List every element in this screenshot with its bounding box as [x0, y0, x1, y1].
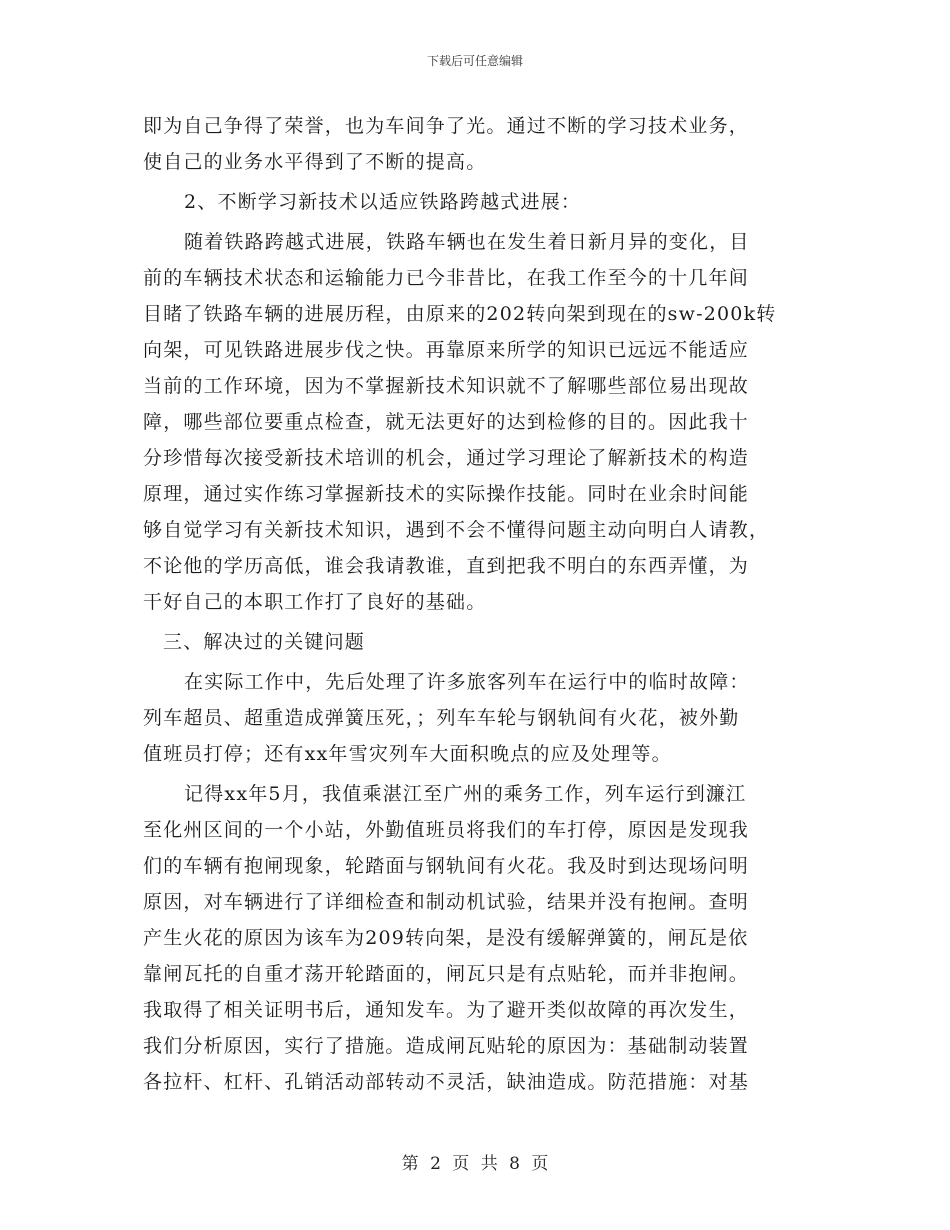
paragraph-line: 们的车辆有抱闸现象，轮踏面与钢轨间有火花。我及时到达现场问明	[143, 855, 750, 877]
paragraph-line: 目睹了铁路车辆的进展历程，由原来的202转向架到现在的sw-200k转	[143, 303, 777, 325]
paragraph-line: 靠闸瓦托的自重才荡开轮踏面的，闸瓦只是有点贴轮，而并非抱闸。	[143, 963, 750, 985]
paragraph-line: 干好自己的本职工作打了良好的基础。	[143, 591, 487, 613]
paragraph-line: 产生火花的原因为该车为209转向架，是没有缓解弹簧的，闸瓦是依	[143, 927, 749, 949]
paragraph-line: 我取得了相关证明书后，通知发车。为了避开类似故障的再次发生，	[143, 999, 750, 1021]
paragraph-line: 前的车辆技术状态和运输能力已今非昔比，在我工作至今的十几年间	[143, 267, 750, 289]
paragraph-line: 在实际工作中，先后处理了许多旅客列车在运行中的临时故障：	[184, 671, 750, 693]
paragraph-line: 分珍惜每次接受新技术培训的机会，通过学习理论了解新技术的构造	[143, 447, 750, 469]
paragraph-line: 列车超员、超重造成弹簧压死，；列车车轮与钢轨间有火花，被外勤	[143, 707, 740, 729]
paragraph-line: 向架，可见铁路进展步伐之快。再靠原来所学的知识已远远不能适应	[143, 339, 750, 361]
paragraph-line: 够自觉学习有关新技术知识，遇到不会不懂得问题主动向明白人请教，	[143, 519, 770, 541]
paragraph-line: 不论他的学历高低，谁会我请教谁，直到把我不明白的东西弄懂，为	[143, 555, 750, 577]
paragraph-line: 当前的工作环境，因为不掌握新技术知识就不了解哪些部位易出现故	[143, 375, 750, 397]
section-heading: 2、不断学习新技术以适应铁路跨越式进展：	[184, 191, 582, 213]
paragraph-line: 随着铁路跨越式进展，铁路车辆也在发生着日新月异的变化，目	[184, 231, 750, 253]
paragraph-line: 原理，通过实作练习掌握新技术的实际操作技能。同时在业余时间能	[143, 483, 750, 505]
paragraph-line: 使自己的业务水平得到了不断的提高。	[143, 151, 487, 173]
paragraph-line: 至化州区间的一个小站，外勤值班员将我们的车打停，原因是发现我	[143, 819, 750, 841]
paragraph-line: 记得xx年5月，我值乘湛江至广州的乘务工作，列车运行到濂江	[184, 783, 747, 805]
page-header: 下载后可任意编辑	[426, 54, 523, 68]
section-heading: 三、解决过的关键问题	[163, 631, 366, 653]
paragraph-line: 障，哪些部位要重点检查，就无法更好的达到检修的目的。因此我十	[143, 411, 750, 433]
paragraph-line: 原因，对车辆进行了详细检查和制动机试验，结果并没有抱闸。查明	[143, 891, 750, 913]
paragraph-line: 值班员打停；还有xx年雪灾列车大面积晚点的应及处理等。	[143, 743, 672, 765]
paragraph-line: 各拉杆、杠杆、孔销活动部转动不灵活，缺油造成。防范措施：对基	[143, 1071, 750, 1093]
paragraph-line: 即为自己争得了荣誉，也为车间争了光。通过不断的学习技术业务，	[143, 115, 750, 137]
page-footer: 第 2 页 共 8 页	[401, 1154, 549, 1174]
paragraph-line: 我们分析原因，实行了措施。造成闸瓦贴轮的原因为：基础制动装置	[143, 1035, 750, 1057]
